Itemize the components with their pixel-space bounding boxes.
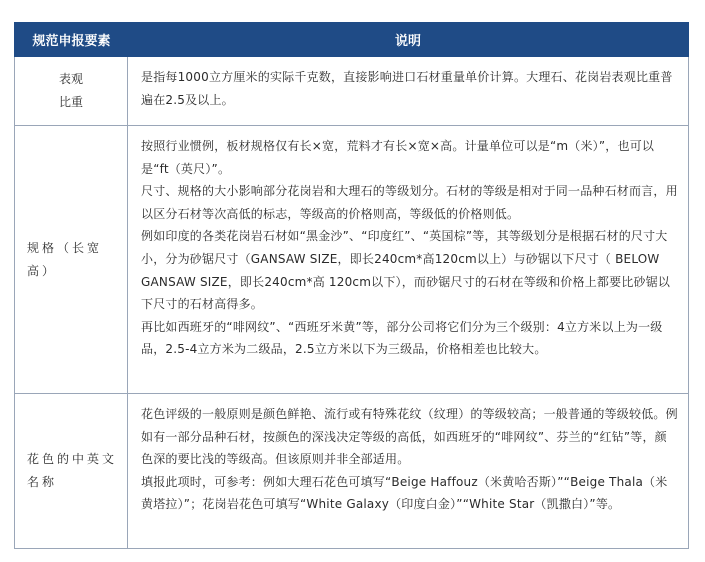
table-row-color-names	[14, 394, 689, 549]
row-label	[15, 57, 128, 125]
spec-table	[14, 22, 689, 549]
description-paragraph: 花色评级的一般原则是颜色鲜艳、流行或有特殊花纹（纹理）的等级较高；一般普通的等级较低。例如有一部分品种石材，按颜色的深浅决定等级的高低，如西班牙的“啡网纹”、芬兰的“红钻”等，颜色深的要比浅的等级高。但该原则并非全部适用。	[141, 407, 678, 467]
description-paragraph: 例如印度的各类花岗岩石材如“黑金沙”、“印度红”、“英国棕”等，其等级划分是根据石材的尺寸大小，分为砂锯尺寸（GANSAW SIZE，即长240cm*高120cm以上）与砂锯以下尺寸（ BELOW GANSAW SIZE，即长240cm*高 120cm以下），而砂锯尺寸的石材在等级和价格上都要比砂锯以下尺寸的石材高得多。	[141, 229, 671, 312]
row-description	[128, 126, 688, 393]
header-col-element: 规范申报要素	[32, 34, 111, 49]
row-description	[128, 394, 688, 548]
description-paragraph: 是指每1000立方厘米的实际千克数，直接影响进口石材重量单价计算。大理石、花岗岩表观比重普遍在2.5及以上。	[141, 70, 673, 107]
row-label	[15, 126, 128, 393]
description-paragraph: 按照行业惯例，板材规格仅有长×宽，荒料才有长×宽×高。计量单位可以是“m（米）”，也可以是“ft（英尺）”。	[141, 139, 655, 176]
row-label-text: 表观 比重	[58, 72, 83, 109]
table-row-dimensions	[14, 126, 689, 394]
row-description	[128, 57, 688, 125]
table-header	[14, 22, 689, 57]
description-paragraph: 填报此项时，可参考：例如大理石花色可填写“Beige Haffouz（米黄哈否斯）”“Beige Thala（米黄塔拉）”；花岗岩花色可填写“White Galaxy（印度白金）”“White Star（凯撒白）”等。	[141, 474, 668, 512]
header-col-description: 说明	[394, 34, 421, 49]
description-paragraph: 再比如西班牙的“啡网纹”、“西班牙米黄”等，部分公司将它们分为三个级别：4立方米以上为一级品，2.5-4立方米为二级品，2.5立方米以下为三级品，价格相差也比较大。	[141, 319, 663, 357]
row-label-text: 花色的中英文名称	[27, 452, 118, 489]
row-label-text: 规格（长宽高）	[27, 240, 103, 278]
row-label	[15, 394, 128, 548]
table-row-density	[14, 57, 689, 126]
description-paragraph: 尺寸、规格的大小影响部分花岗岩和大理石的等级划分。石材的等级是相对于同一品种石材而言，用以区分石材等次高低的标志，等级高的价格则高，等级低的价格则低。	[141, 184, 678, 221]
